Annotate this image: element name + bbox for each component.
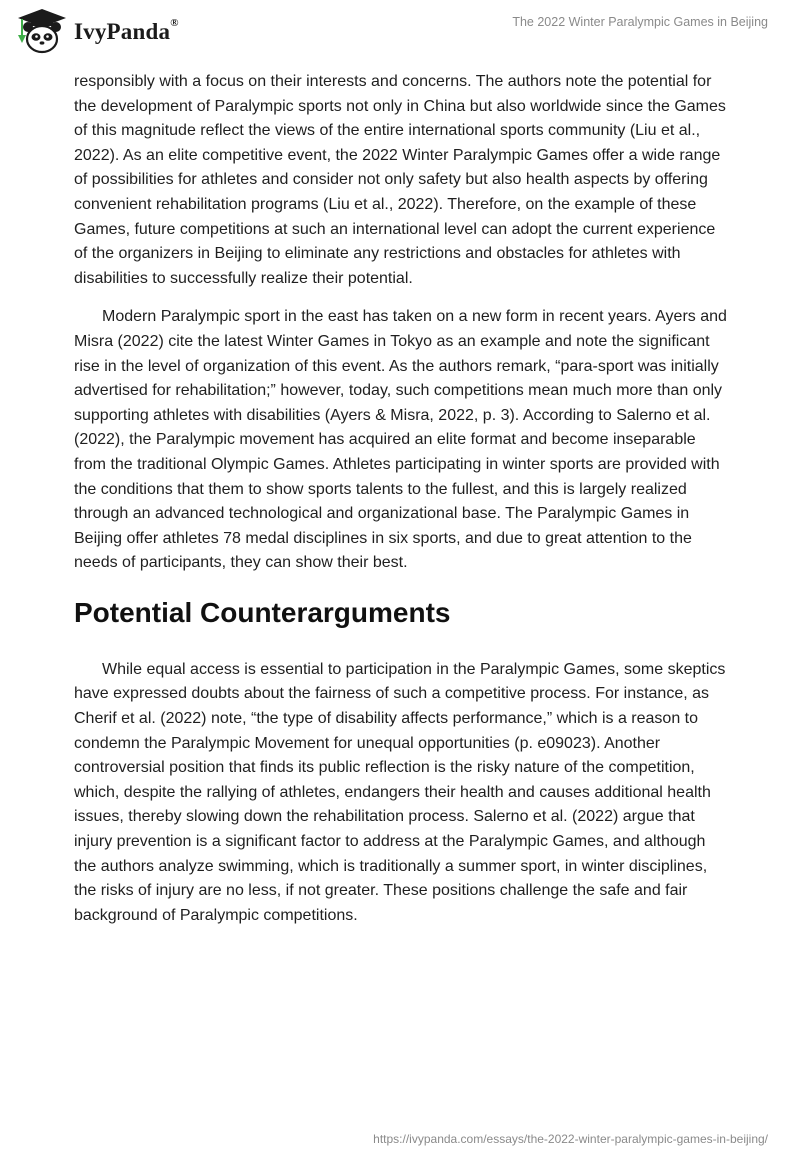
panda-mascot-icon [14,7,70,57]
document-title: The 2022 Winter Paralympic Games in Beijing [512,15,768,29]
paragraph-counterarguments: While equal access is essential to participation in the Paralympic Games, some skeptics have expressed doubts about the fairness of such a competitive process. For instance, as Cherif et al. (2022) note, “the type of disability affects performance,” which is a reason to condemn the Paralympic Movement for unequal opportunities (p. e09023). Another controversial position that finds its public reflection is the risky nature of the competition, which, despite the rallying of athletes, endangers their health and causes additional health issues, thereby slowing down the rehabilitation process. Salerno et al. (2022) argue that injury prevention is a significant factor to address at the Paralympic Games, and although the authors analyze swimming, which is traditionally a summer sport, in winter disciplines, the risks of injury are no less, if not greater. These positions challenge the safe and fair background of Paralympic competitions. [74,660,726,924]
paragraph-modern-sport: Modern Paralympic sport in the east has taken on a new form in recent years. Ayers and Misra (2022) cite the latest Winter Games in Tokyo as an example and note the significant rise in the level of organization of this event. As the authors remark, “para-sport was initially advertised for rehabilitation;” however, today, such competitions mean much more than only supporting athletes with disabilities (Ayers & Misra, 2022, p. 3). According to Salerno et al. (2022), the Paralympic movement has acquired an elite format and become inseparable from the traditional Olympic Games. Athletes participating in winter sports are provided with the conditions that them to show sports talents to the fullest, and this is largely realized through an advanced technological and organizational base. The Paralympic Games in Beijing offer athletes 78 medal disciplines in six sports, and due to great attention to the needs of participants, they can show their best. [74,308,727,572]
source-url-link[interactable]: https://ivypanda.com/essays/the-2022-winter-paralympic-games-in-beijing/ [373,1132,768,1146]
section-heading: Potential Counterarguments [74,596,451,628]
brand-name: IvyPanda® [74,17,179,44]
article-body [74,70,728,928]
brand-logo[interactable] [14,6,179,58]
registered-mark: ® [170,17,179,29]
paragraph-continuation: responsibly with a focus on their interests and concerns. The authors note the potential for the development of Paralympic sports not only in China but also worldwide since the Games of this magnitude reflect the views of the entire international sports community (Liu et al., 2022). As an elite competitive event, the 2022 Winter Paralympic Games offer a wide range of possibilities for athletes and consider not only safety but also health aspects by offering convenient rehabilitation programs (Liu et al., 2022). Therefore, on the example of these Games, future competitions at such an international level can adopt the current experience of the organizers in Beijing to eliminate any restrictions and obstacles for athletes with disabilities to successfully realize their potential. [74,73,726,287]
